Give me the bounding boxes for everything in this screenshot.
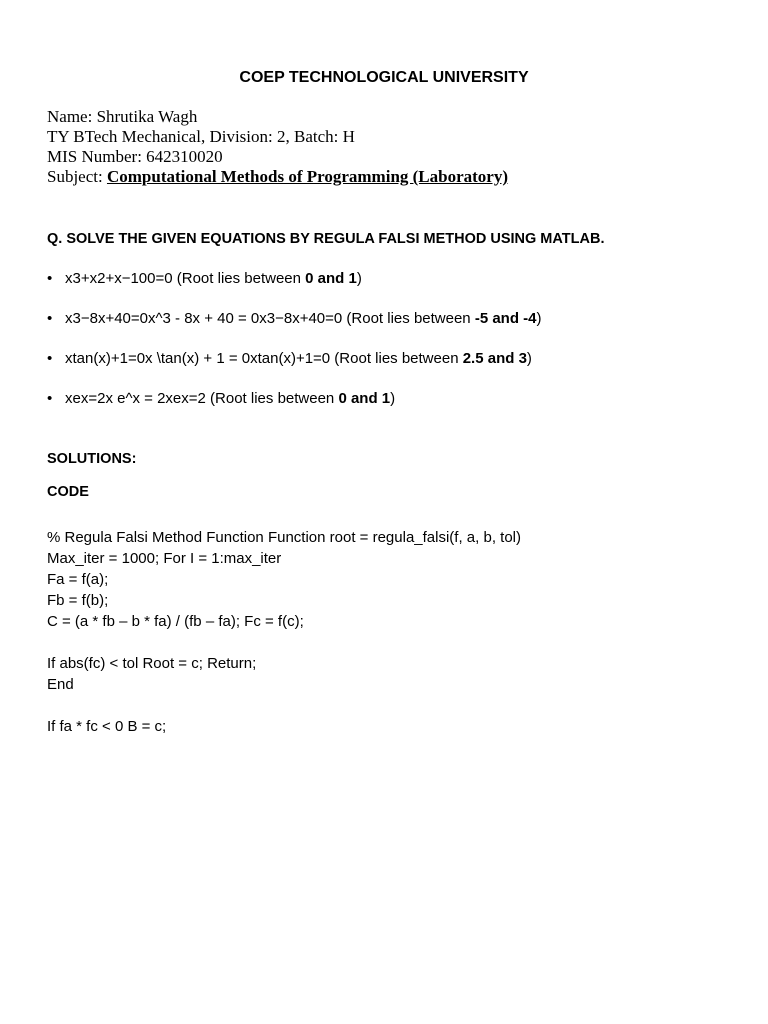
bullet-icon: • [47,310,53,327]
equation-text: x3+x2+x−100=0 (Root lies between [65,270,306,287]
code-line [47,695,521,716]
code-line: End [47,676,74,693]
subject-value: Computational Methods of Programming (Laboratory) [106,167,509,186]
code-line: C = (a * fb – b * fa) / (fb – fa); Fc = f(c); [47,613,304,630]
university-title: COEP TECHNOLOGICAL UNIVERSITY [239,69,529,86]
code-heading: CODE [47,484,89,500]
solutions-heading: SOLUTIONS: [47,451,137,467]
list-item [47,268,542,308]
list-item [47,308,542,348]
equation-list [47,268,542,428]
equation-close: ) [390,390,396,407]
bullet-icon: • [47,390,53,407]
bullet-icon: • [47,270,53,287]
equation-close: ) [536,310,542,327]
root-range: 2.5 and 3 [462,350,527,367]
subject-label: Subject: [47,167,107,186]
code-line: If abs(fc) < tol Root = c; Return; [47,655,257,672]
student-mis-number: MIS Number: 642310020 [47,147,223,166]
student-class: TY BTech Mechanical, Division: 2, Batch: H [47,127,355,146]
student-info-block [47,107,508,187]
list-item [47,388,542,428]
equation-text: x3−8x+40=0x^3 - 8x + 40 = 0x3−8x+40=0 (Root lies between [65,310,475,327]
subject-line [47,167,508,187]
student-name: Name: Shrutika Wagh [47,107,198,126]
equation-close: ) [356,270,362,287]
code-line: Max_iter = 1000; For I = 1:max_iter [47,550,282,567]
root-range: 0 and 1 [338,390,391,407]
code-line: % Regula Falsi Method Function Function root = regula_falsi(f, a, b, tol) [47,529,521,546]
code-line: If fa * fc < 0 B = c; [47,718,167,735]
list-item [47,348,542,388]
code-block [47,527,521,737]
code-line: Fa = f(a); [47,571,109,588]
equation-text: xtan(x)+1=0x \tan(x) + 1 = 0xtan(x)+1=0 (Root lies between [65,350,463,367]
equation-text: xex=2x e^x = 2xex=2 (Root lies between [65,390,339,407]
code-line: Fb = f(b); [47,592,109,609]
root-range: -5 and -4 [474,310,537,327]
equation-close: ) [526,350,532,367]
question-text: Q. SOLVE THE GIVEN EQUATIONS BY REGULA FALSI METHOD USING MATLAB. [47,231,605,247]
root-range: 0 and 1 [305,270,357,287]
code-line [47,632,521,653]
bullet-icon: • [47,350,53,367]
